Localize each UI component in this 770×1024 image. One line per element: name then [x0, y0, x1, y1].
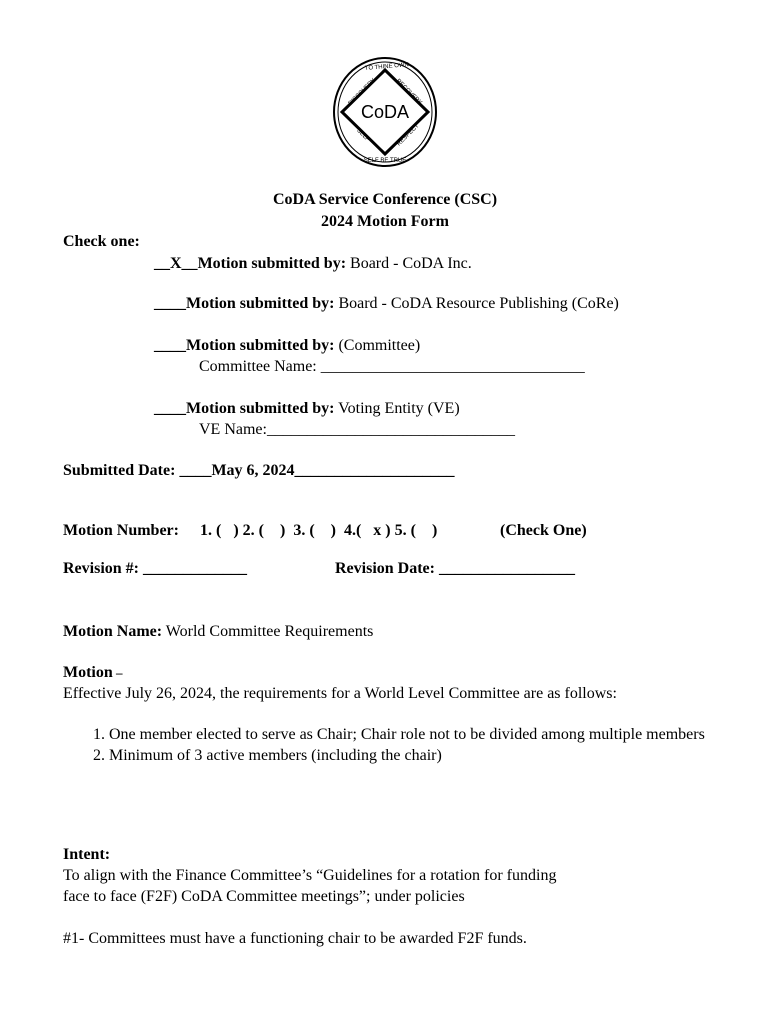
motion-name-value: World Committee Requirements: [162, 623, 374, 640]
intent-line-2: face to face (F2F) CoDA Committee meetings”; under policies: [63, 888, 465, 905]
coda-logo: [332, 56, 438, 168]
motion-label: Motion: [63, 664, 113, 681]
logo-center-text: CoDA: [360, 102, 410, 122]
submitter-mark: ____: [154, 337, 186, 354]
submitter-label: Motion submitted by:: [197, 255, 347, 272]
list-item: 2. Minimum of 3 active members (including the chair): [109, 745, 749, 766]
intent-line-1: To align with the Finance Committee’s “Guidelines for a rotation for funding: [63, 867, 557, 884]
form-subtitle: 2024 Motion Form: [321, 213, 449, 230]
intent-line-3: #1- Committees must have a functioning chair to be awarded F2F funds.: [63, 930, 527, 947]
form-title: CoDA Service Conference (CSC): [272, 191, 498, 208]
committee-name-field: Committee Name: _________________________________: [199, 358, 585, 375]
submitter-option-board: [154, 254, 472, 274]
submitter-mark: ____: [154, 295, 186, 312]
list-item: 1. One member elected to serve as Chair; Chair role not to be divided among multiple members: [109, 724, 749, 745]
submitted-date: [63, 461, 455, 481]
motion-number-options: 1. ( ) 2. ( ) 3. ( ) 4.( x ) 5. ( ): [200, 522, 438, 539]
motion-number-hint: (Check One): [500, 522, 587, 539]
ve-name-field: VE Name:_______________________________: [199, 421, 515, 438]
motion-heading: [63, 663, 123, 683]
logo-word-respect: RESPECT: [396, 123, 421, 148]
submitter-option-committee: [154, 336, 420, 356]
submitter-label: Motion submitted by:: [186, 337, 335, 354]
submitter-label: Motion submitted by:: [186, 400, 335, 417]
motion-intro: Effective July 26, 2024, the requirements for a World Level Committee are as follows:: [63, 685, 617, 702]
motion-name-label: Motion Name:: [63, 623, 163, 640]
submitter-label: Motion submitted by:: [186, 295, 335, 312]
submitted-date-label: Submitted Date:: [63, 462, 180, 479]
logo-word-discovery: DISCOVERY: [347, 77, 377, 107]
revision-date: Revision Date: _________________: [335, 560, 575, 577]
submitter-value: Voting Entity (VE): [334, 400, 460, 417]
submitter-mark: __X__: [154, 255, 198, 272]
revision-number: Revision #: _____________: [63, 560, 247, 577]
submitter-mark: ____: [154, 400, 186, 417]
motion-number-label: Motion Number:: [63, 522, 179, 539]
motion-requirements-list: [63, 724, 749, 766]
submitter-value: (Committee): [334, 337, 421, 354]
logo-ring-top: TO THINE OWN: [364, 62, 410, 72]
intent-label: Intent:: [63, 846, 111, 863]
submitter-value: Board - CoDA Resource Publishing (CoRe): [334, 295, 619, 312]
submitter-value: Board - CoDA Inc.: [346, 255, 472, 272]
logo-word-self: SELF: [355, 127, 371, 143]
check-one-label: Check one:: [63, 233, 140, 250]
motion-name: [63, 622, 373, 642]
motion-dash: –: [112, 665, 123, 680]
submitted-date-value: ____May 6, 2024____________________: [179, 462, 455, 479]
submitter-option-core: [154, 294, 619, 314]
logo-ring-bottom: SELF BE TRUE: [363, 158, 407, 164]
submitter-option-voting-entity: [154, 399, 460, 419]
logo-word-recovery: RECOVERY: [394, 78, 423, 107]
